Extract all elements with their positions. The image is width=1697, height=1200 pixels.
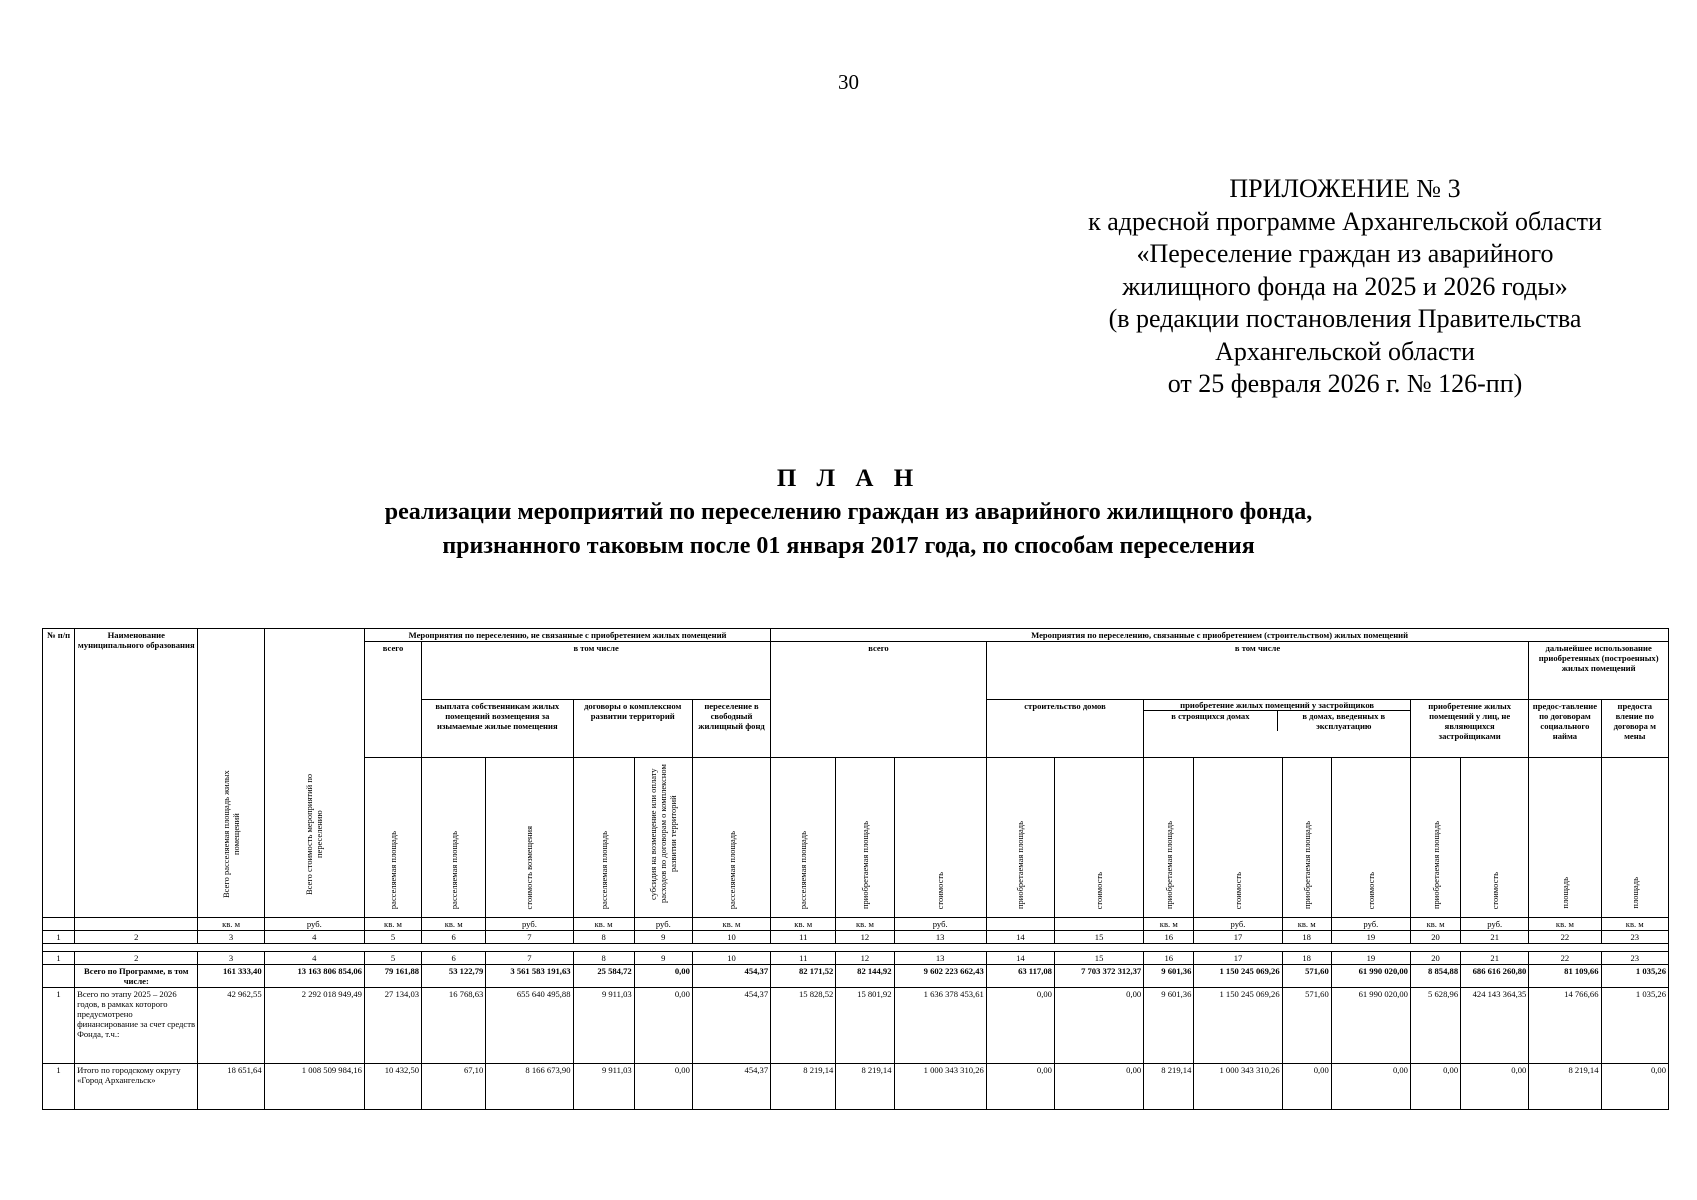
column-number-row (43, 931, 1669, 944)
unit: кв. м (771, 918, 836, 931)
header-col20: приобретаемая площадь (1410, 758, 1460, 918)
unit: руб. (1331, 918, 1410, 931)
table-cell: 1 035,26 (1601, 965, 1668, 988)
table-cell: 61 990 020,00 (1331, 988, 1410, 1064)
header-col15: стоимость (1054, 758, 1143, 918)
column-number: 9 (634, 931, 692, 944)
column-number: 4 (264, 952, 364, 965)
unit: руб. (1461, 918, 1529, 931)
column-number: 21 (1461, 952, 1529, 965)
column-number: 14 (986, 952, 1054, 965)
column-number: 3 (198, 931, 264, 944)
table-cell: 15 828,52 (771, 988, 836, 1064)
header-purchase-developers (1144, 700, 1411, 758)
header-b-total: всего (771, 642, 987, 758)
table-cell: 8 219,14 (1144, 1064, 1194, 1110)
header-col5: расселяемая площадь (364, 758, 421, 918)
table-cell: 67,10 (422, 1064, 486, 1110)
table-cell: 454,37 (692, 965, 770, 988)
table-cell: 8 166 673,90 (486, 1064, 573, 1110)
row-name: Всего по этапу 2025 – 2026 годов, в рамках которого предусмотрено финансирование за счет средств Фонда, т.ч.: (75, 988, 198, 1064)
column-number: 18 (1282, 952, 1331, 965)
column-number: 2 (75, 931, 198, 944)
header-exchange: предоста вление по договора м мены (1601, 700, 1668, 758)
header-purchase-developers-label: приобретение жилых помещений у застройщиков (1144, 700, 1410, 711)
column-number: 12 (836, 952, 894, 965)
unit: кв. м (198, 918, 264, 931)
table-cell: 8 219,14 (1529, 1064, 1601, 1110)
appendix-line: от 25 февраля 2026 г. № 126-пп) (1167, 369, 1523, 398)
unit: кв. м (422, 918, 486, 931)
table-cell: 8 219,14 (836, 1064, 894, 1110)
column-number: 15 (1054, 931, 1143, 944)
table-cell: 27 134,03 (364, 988, 421, 1064)
table-cell: 0,00 (986, 1064, 1054, 1110)
row-number (43, 965, 75, 988)
column-number: 11 (771, 952, 836, 965)
table-cell: 25 584,72 (573, 965, 634, 988)
table-cell: 9 601,36 (1144, 988, 1194, 1064)
column-number: 5 (364, 931, 421, 944)
table-cell: 8 219,14 (771, 1064, 836, 1110)
column-number: 23 (1601, 952, 1668, 965)
header-col17: стоимость (1194, 758, 1282, 918)
appendix-line: ПРИЛОЖЕНИЕ № 3 (1229, 174, 1461, 203)
table-cell: 61 990 020,00 (1331, 965, 1410, 988)
unit: кв. м (573, 918, 634, 931)
unit: руб. (634, 918, 692, 931)
header-col13: стоимость (894, 758, 986, 918)
header-a-incl: в том числе (422, 642, 771, 700)
column-number: 17 (1194, 931, 1282, 944)
unit: кв. м (1410, 918, 1460, 931)
appendix-line: Архангельской области (1215, 336, 1475, 366)
table-cell: 81 109,66 (1529, 965, 1601, 988)
header-in-building: в строящихся домах (1144, 711, 1277, 731)
column-number: 10 (692, 931, 770, 944)
table-cell: 5 628,96 (1410, 988, 1460, 1064)
header-in-operation: в домах, введенных в эксплуатацию (1302, 711, 1386, 731)
table-cell: 1 000 343 310,26 (1194, 1064, 1282, 1110)
column-number: 1 (43, 931, 75, 944)
column-number: 12 (836, 931, 894, 944)
table-cell: 0,00 (1054, 1064, 1143, 1110)
column-number: 2 (75, 952, 198, 965)
table-cell: 16 768,63 (422, 988, 486, 1064)
gap-row (43, 944, 1669, 952)
header-contracts: договоры о комплексном развитии территорий (573, 700, 692, 758)
header-col23: площадь (1601, 758, 1668, 918)
header-group-a: Мероприятия по переселению, не связанные с приобретением жилых помещений (364, 629, 770, 642)
table-cell: 9 911,03 (573, 988, 634, 1064)
header-col16: приобретаемая площадь (1144, 758, 1194, 918)
header-col9: субсидия на возмещение или оплату расходов по договорам о комплексном развитии территорий (634, 758, 692, 918)
column-number: 7 (486, 931, 573, 944)
header-col12: приобретаемая площадь (836, 758, 894, 918)
table-cell: 7 703 372 312,37 (1054, 965, 1143, 988)
appendix-line: «Переселение граждан из аварийного (1136, 239, 1554, 268)
header-b-incl: в том числе (986, 642, 1529, 700)
table-cell: 0,00 (986, 988, 1054, 1064)
row-name: Итого по городскому округу «Город Архангельск» (75, 1064, 198, 1110)
column-number: 15 (1054, 952, 1143, 965)
table-cell: 0,00 (634, 988, 692, 1064)
header-col6: расселяемая площадь (422, 758, 486, 918)
column-number: 21 (1461, 931, 1529, 944)
plan-subtitle-1: реализации мероприятий по переселению граждан из аварийного жилищного фонда, (384, 499, 1313, 525)
table-cell: 571,60 (1282, 988, 1331, 1064)
plan-title-block (0, 462, 1697, 563)
unit: руб. (486, 918, 573, 931)
column-number: 18 (1282, 931, 1331, 944)
column-number: 13 (894, 931, 986, 944)
unit: кв. м (1144, 918, 1194, 931)
table-cell: 0,00 (1601, 1064, 1668, 1110)
table-cell: 454,37 (692, 1064, 770, 1110)
table-cell: 0,00 (1331, 1064, 1410, 1110)
table-cell: 1 150 245 069,26 (1194, 965, 1282, 988)
table-cell: 0,00 (1410, 1064, 1460, 1110)
row-number: 1 (43, 988, 75, 1064)
column-number: 10 (692, 952, 770, 965)
table-cell: 0,00 (1282, 1064, 1331, 1110)
row-number: 1 (43, 1064, 75, 1110)
column-number: 19 (1331, 952, 1410, 965)
unit: руб. (1194, 918, 1282, 931)
column-number: 16 (1144, 952, 1194, 965)
column-number: 14 (986, 931, 1054, 944)
header-col22: площадь (1529, 758, 1601, 918)
appendix-line: (в редакции постановления Правительства (1108, 304, 1582, 333)
header-total-cost: Всего стоимость мероприятий по переселению (264, 629, 364, 918)
table-cell: 8 854,88 (1410, 965, 1460, 988)
table-cell: 1 636 378 453,61 (894, 988, 986, 1064)
unit: кв. м (692, 918, 770, 931)
column-number: 20 (1410, 931, 1460, 944)
header-payment: выплата собственникам жилых помещений возмещения за изымаемые жилые помещения (422, 700, 573, 758)
header-a-total: всего (364, 642, 421, 758)
header-free-fund: переселение в свободный жилищный фонд (692, 700, 770, 758)
header-col19: стоимость (1331, 758, 1410, 918)
table-cell: 18 651,64 (198, 1064, 264, 1110)
table-cell: 82 144,92 (836, 965, 894, 988)
column-number: 8 (573, 931, 634, 944)
table-cell: 9 601,36 (1144, 965, 1194, 988)
column-number: 9 (634, 952, 692, 965)
unit: кв. м (364, 918, 421, 931)
table-cell: 9 602 223 662,43 (894, 965, 986, 988)
column-number: 1 (43, 952, 75, 965)
header-municipality: Наименование муниципального образования (75, 629, 198, 918)
plan-table (42, 628, 1669, 1110)
units-row (43, 918, 1669, 931)
column-number: 19 (1331, 931, 1410, 944)
table-cell: 53 122,79 (422, 965, 486, 988)
table-cell: 9 911,03 (573, 1064, 634, 1110)
unit: кв. м (1282, 918, 1331, 931)
unit: руб. (264, 918, 364, 931)
row-name: Всего по Программе, в том числе: (75, 965, 198, 988)
column-number: 5 (364, 952, 421, 965)
column-number: 17 (1194, 952, 1282, 965)
table-cell: 571,60 (1282, 965, 1331, 988)
unit: кв. м (836, 918, 894, 931)
table-cell: 686 616 260,80 (1461, 965, 1529, 988)
table-cell: 10 432,50 (364, 1064, 421, 1110)
header-col21: стоимость (1461, 758, 1529, 918)
header-col11: расселяемая площадь (771, 758, 836, 918)
column-number: 23 (1601, 931, 1668, 944)
table-cell: 0,00 (634, 1064, 692, 1110)
column-number: 20 (1410, 952, 1460, 965)
column-number: 8 (573, 952, 634, 965)
column-number: 13 (894, 952, 986, 965)
header-further-use: дальнейшее использование приобретенных (построенных) жилых помещений (1529, 642, 1669, 700)
plan-title: П Л А Н (776, 465, 921, 492)
unit: кв. м (1529, 918, 1601, 931)
table-cell: 161 333,40 (198, 965, 264, 988)
table-cell: 63 117,08 (986, 965, 1054, 988)
unit: кв. м (1601, 918, 1668, 931)
header-col10: расселяемая площадь (692, 758, 770, 918)
table-cell: 0,00 (1054, 988, 1143, 1064)
table-cell: 424 143 364,35 (1461, 988, 1529, 1064)
table-cell: 454,37 (692, 988, 770, 1064)
table-cell: 1 035,26 (1601, 988, 1668, 1064)
header-group-b: Мероприятия по переселению, связанные с приобретением (строительством) жилых помещений (771, 629, 1669, 642)
column-number: 6 (422, 931, 486, 944)
table-cell: 0,00 (634, 965, 692, 988)
table-cell: 1 008 509 984,16 (264, 1064, 364, 1110)
column-number: 11 (771, 931, 836, 944)
column-number: 6 (422, 952, 486, 965)
column-number: 16 (1144, 931, 1194, 944)
header-col18: приобретаемая площадь (1282, 758, 1331, 918)
table-cell: 2 292 018 949,49 (264, 988, 364, 1064)
page-number: 30 (838, 70, 859, 94)
column-number: 22 (1529, 931, 1601, 944)
table-cell: 1 150 245 069,26 (1194, 988, 1282, 1064)
table-row (43, 988, 1669, 1064)
table-cell: 3 561 583 191,63 (486, 965, 573, 988)
column-number-row (43, 952, 1669, 965)
table-cell: 15 801,92 (836, 988, 894, 1064)
header-total-area: Всего расселяемая площадь жилых помещений (198, 629, 264, 918)
header-social: предос-тавление по договорам социального найма (1529, 700, 1601, 758)
header-num: № п/п (43, 629, 75, 918)
header-col14: приобретаемая площадь (986, 758, 1054, 918)
table-cell: 0,00 (1461, 1064, 1529, 1110)
appendix-line: жилищного фонда на 2025 и 2026 годы» (1122, 271, 1568, 301)
header-col8: расселяемая площадь (573, 758, 634, 918)
plan-subtitle-2: признанного таковым после 01 января 2017 года, по способам переселения (442, 533, 1255, 559)
column-number: 4 (264, 931, 364, 944)
table-row (43, 965, 1669, 988)
unit: руб. (894, 918, 986, 931)
header-col7: стоимость возмещения (486, 758, 573, 918)
table-row (43, 1064, 1669, 1110)
column-number: 3 (198, 952, 264, 965)
table-cell: 13 163 806 854,06 (264, 965, 364, 988)
table-cell: 14 766,66 (1529, 988, 1601, 1064)
column-number: 7 (486, 952, 573, 965)
header-purchase-other: приобретение жилых помещений у лиц, не являющихся застройщиками (1410, 700, 1528, 758)
table-cell: 42 962,55 (198, 988, 264, 1064)
table-cell: 82 171,52 (771, 965, 836, 988)
header-construction: строительство домов (986, 700, 1143, 758)
table-cell: 655 640 495,88 (486, 988, 573, 1064)
appendix-header (1045, 173, 1645, 401)
appendix-line: к адресной программе Архангельской области (1088, 206, 1602, 236)
table-cell: 1 000 343 310,26 (894, 1064, 986, 1110)
column-number: 22 (1529, 952, 1601, 965)
table-cell: 79 161,88 (364, 965, 421, 988)
data-rows (43, 965, 1669, 1110)
